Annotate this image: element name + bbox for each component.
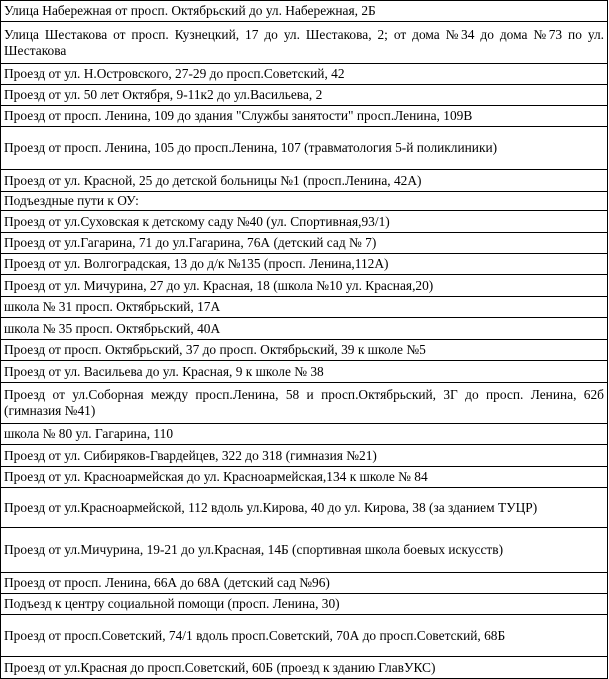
table-cell: Проезд от просп. Октябрьский, 37 до просп. Октябрьский, 39 к школе №5	[1, 340, 608, 361]
table-cell: школа № 31 просп. Октябрьский, 17А	[1, 297, 608, 318]
table-cell: Улица Набережная от просп. Октябрьский до ул. Набережная, 2Б	[1, 1, 608, 22]
table-row	[1, 22, 608, 64]
table-cell: Проезд от просп. Ленина, 109 до здания "Службы занятости" просп.Ленина, 109В	[1, 106, 608, 127]
table-row	[1, 340, 608, 361]
table-row	[1, 211, 608, 233]
table-cell: Проезд от ул. 50 лет Октября, 9-11к2 до ул.Васильева, 2	[1, 85, 608, 106]
table-row	[1, 383, 608, 424]
table-cell: Проезд от ул.Мичурина, 19-21 до ул.Красная, 14Б (спортивная школа боевых искусств)	[1, 528, 608, 573]
table-cell: Проезд от ул.Гагарина, 71 до ул.Гагарина, 76А (детский сад № 7)	[1, 233, 608, 254]
table-cell: Проезд от просп. Ленина, 105 до просп.Ленина, 107 (травматология 5-й поликлиники)	[1, 127, 608, 170]
table-cell: школа № 35 просп. Октябрьский, 40А	[1, 318, 608, 340]
table-cell: Проезд от просп. Ленина, 66А до 68А (детский сад №96)	[1, 573, 608, 594]
table-row	[1, 64, 608, 85]
table-cell: Улица Шестакова от просп. Кузнецкий, 17 до ул. Шестакова, 2; от дома №34 до дома №73 по ул. Шестакова	[1, 22, 608, 64]
table-cell: Проезд от ул.Красноармейской, 112 вдоль ул.Кирова, 40 до ул. Кирова, 38 (за зданием ТУЦР)	[1, 488, 608, 528]
table-row	[1, 573, 608, 594]
table-row	[1, 1, 608, 22]
table-cell: Проезд от ул.Суховская к детскому саду №40 (ул. Спортивная,93/1)	[1, 211, 608, 233]
table-cell: Проезд от ул. Волгоградская, 13 до д/к №135 (просп. Ленина,112А)	[1, 254, 608, 275]
table-cell: Проезд от ул. Красной, 25 до детской больницы №1 (просп.Ленина, 42А)	[1, 170, 608, 192]
table-row	[1, 275, 608, 297]
table-cell: Проезд от ул. Мичурина, 27 до ул. Красная, 18 (школа №10 ул. Красная,20)	[1, 275, 608, 297]
table-cell: Подъездные пути к ОУ:	[1, 192, 608, 211]
table-row	[1, 488, 608, 528]
table-row	[1, 445, 608, 467]
table-row	[1, 254, 608, 275]
table-cell: Проезд от ул.Соборная между просп.Ленина, 58 и просп.Октябрьский, 3Г до просп. Ленина, 62б (гимназия №41)	[1, 383, 608, 424]
table-row	[1, 467, 608, 488]
table-row	[1, 233, 608, 254]
table-row	[1, 192, 608, 211]
table-row	[1, 85, 608, 106]
table-row	[1, 106, 608, 127]
table-cell: Проезд от просп.Советский, 74/1 вдоль просп.Советский, 70А до просп.Советский, 68Б	[1, 615, 608, 657]
table-cell: школа № 80 ул. Гагарина, 110	[1, 424, 608, 445]
table-cell: Проезд от ул. Васильева до ул. Красная, 9 к школе № 38	[1, 361, 608, 383]
table-row	[1, 657, 608, 679]
table-row	[1, 528, 608, 573]
table-cell: Проезд от ул. Сибиряков-Гвардейцев, 322 до 318 (гимназия №21)	[1, 445, 608, 467]
table-row	[1, 127, 608, 170]
table-cell: Проезд от ул. Красноармейская до ул. Красноармейская,134 к школе № 84	[1, 467, 608, 488]
table-row	[1, 318, 608, 340]
table-row	[1, 424, 608, 445]
table-row	[1, 361, 608, 383]
table-cell: Проезд от ул.Красная до просп.Советский, 60Б (проезд к зданию ГлавУКС)	[1, 657, 608, 679]
table-cell: Проезд от ул. Н.Островского, 27-29 до просп.Советский, 42	[1, 64, 608, 85]
table-row	[1, 170, 608, 192]
table-row	[1, 615, 608, 657]
table-cell: Подъезд к центру социальной помощи (просп. Ленина, 30)	[1, 594, 608, 615]
table-row	[1, 594, 608, 615]
table-row	[1, 297, 608, 318]
